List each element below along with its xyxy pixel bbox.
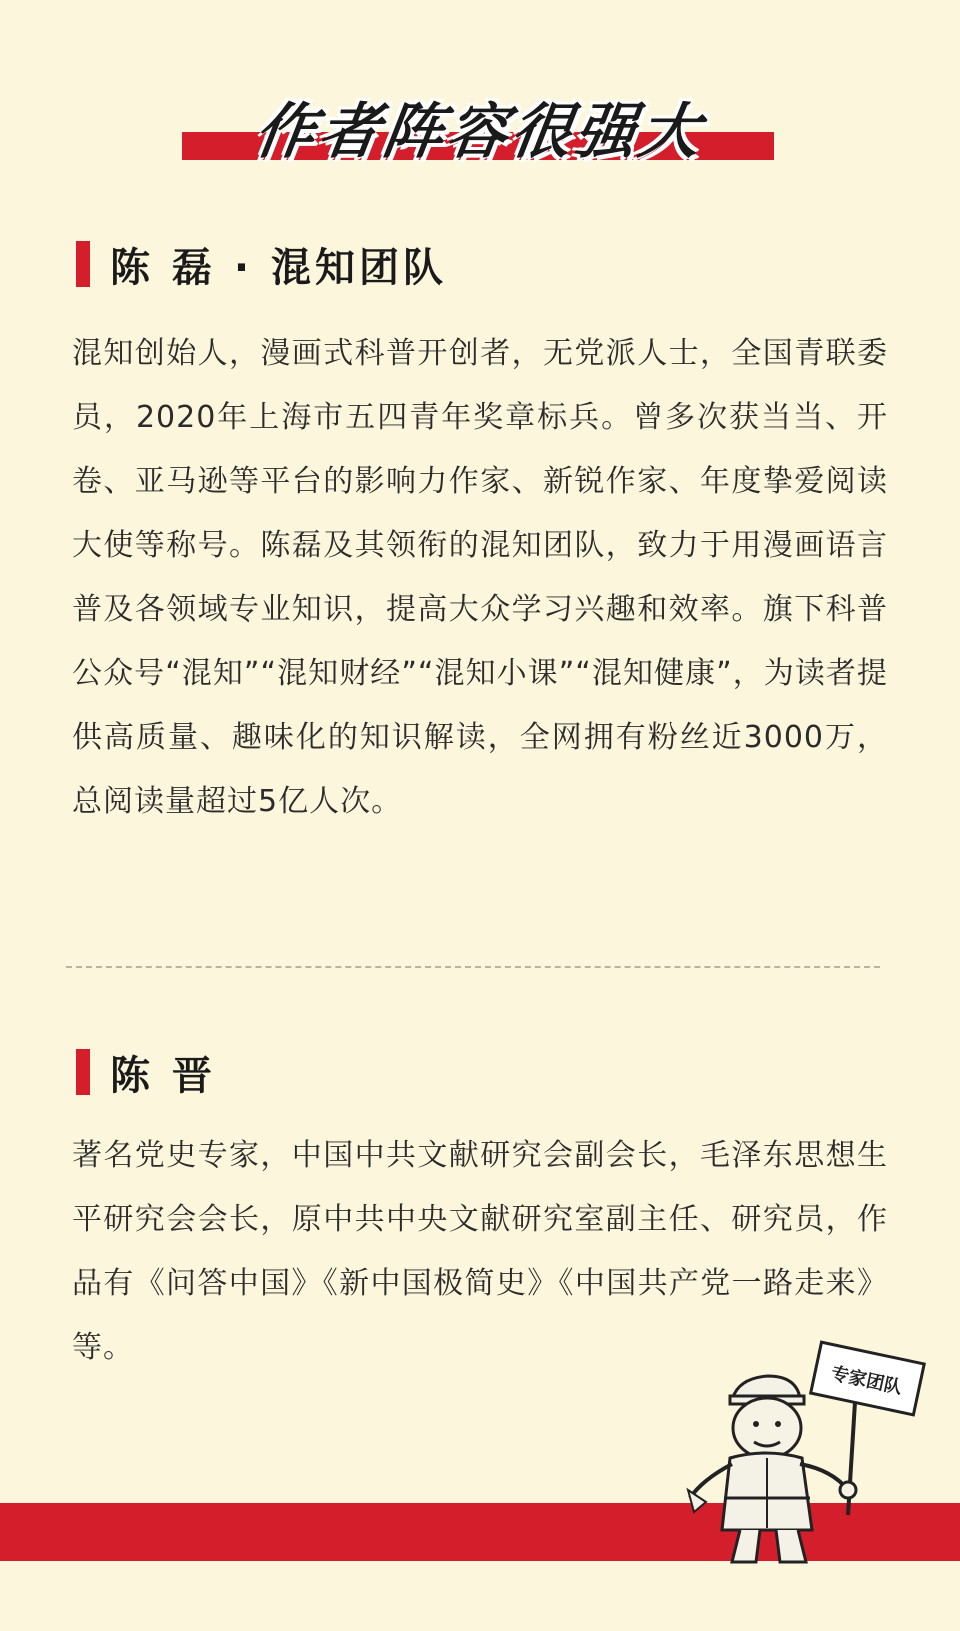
author-name: 陈 晋: [110, 1052, 216, 1099]
page-title: 作者阵容很强大: [250, 97, 709, 167]
mascot-sign-text: 专家团队: [829, 1363, 904, 1399]
heading-marker: [76, 1049, 90, 1095]
cartoon-expert-mascot-icon: [680, 1340, 940, 1570]
section-heading-chen-lei: [76, 238, 447, 290]
section-divider: [66, 966, 880, 968]
heading-marker: [76, 241, 90, 287]
author-name: 陈 磊 · 混知团队: [110, 244, 447, 291]
author-bio: 混知创始人，漫画式科普开创者，无党派人士，全国青联委员，2020年上海市五四青年奖章标兵。曾多次获当当、开卷、亚马逊等平台的影响力作家、新锐作家、年度挚爱阅读大使等称号。陈磊及其领衔的混知团队，致力于用漫画语言普及各领域专业知识，提高大众学习兴趣和效率。旗下科普公众号“混知”“混知财经”“混知小课”“混知健康”，为读者提供高质量、趣味化的知识解读，全网拥有粉丝近3000万，总阅读量超过5亿人次。: [72, 336, 888, 819]
author-bio: 著名党史专家，中国中共文献研究会副会长，毛泽东思想生平研究会会长，原中共中央文献研究室副主任、研究员，作品有《问答中国》《新中国极简史》《中国共产党一路走来》等。: [72, 1138, 888, 1365]
section-heading-chen-jin: [76, 1046, 216, 1098]
page-banner: [0, 0, 960, 200]
